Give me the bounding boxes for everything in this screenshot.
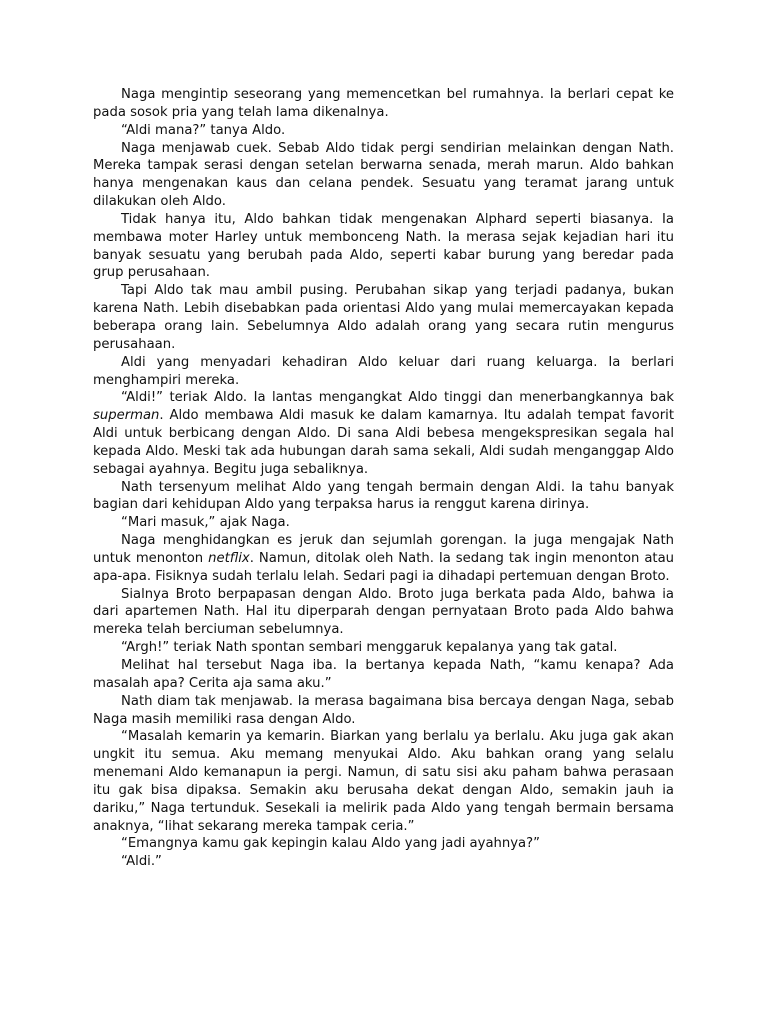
text-run: . Aldo membawa Aldi masuk ke dalam kamarnya. Itu adalah tempat favorit Aldi untuk berbicang dengan Aldo. Di sana Aldi bebesa mengekspresikan segala hal kepada Aldo. Meski tak ada hubungan darah sama sekali, Aldi sudah menganggap Aldo sebagai ayahnya. Begitu juga sebaliknya. (93, 408, 674, 477)
text-run: Sialnya Broto berpapasan dengan Aldo. Broto juga berkata pada Aldo, bahwa ia dari apartemen Nath. Hal itu diperparah dengan pernyataan Broto pada Aldo bahwa mereka telah berciuman sebelumnya. (93, 586, 674, 638)
text-run: “Argh!” teriak Nath spontan sembari menggaruk kepalanya yang tak gatal. (121, 640, 618, 656)
paragraph (93, 657, 674, 693)
paragraph (93, 122, 674, 140)
paragraph (93, 282, 674, 353)
text-run: Melihat hal tersebut Naga iba. Ia bertanya kepada Nath, “kamu kenapa? Ada masalah apa? Cerita aja sama aku.” (93, 658, 674, 691)
paragraph (93, 211, 674, 282)
paragraph (93, 532, 674, 586)
paragraph (93, 853, 674, 871)
text-run: “Mari masuk,” ajak Naga. (121, 515, 290, 531)
text-run: “Aldi!” teriak Aldo. Ia lantas mengangkat Aldo tinggi dan menerbangkannya bak (121, 390, 674, 406)
text-run: Nath tersenyum melihat Aldo yang tengah bermain dengan Aldi. Ia tahu banyak bagian dari kehidupan Aldo yang terpaksa harus ia renggut karena dirinya. (93, 479, 674, 513)
paragraph (93, 514, 674, 532)
text-run: Tapi Aldo tak mau ambil pusing. Perubahan sikap yang terjadi padanya, bukan karena Nath. Lebih disebabkan pada orientasi Aldo yang mulai memercayakan kepada beberapa orang lain. Sebelumnya Aldo adalah orang yang secara rutin mengurus perusahaan. (93, 283, 674, 352)
paragraph (93, 693, 674, 729)
italic-text: netflix (208, 550, 250, 566)
text-run: Tidak hanya itu, Aldo bahkan tidak mengenakan Alphard seperti biasanya. Ia membawa moter Harley untuk membonceng Nath. Ia merasa sejak kejadian hari itu banyak sesuatu yang berubah pada Aldo, seperti kabar burung yang beredar pada grup perusahaan. (93, 211, 674, 281)
text-run: “Aldi mana?” tanya Aldo. (121, 122, 286, 138)
paragraph (93, 354, 674, 390)
paragraph (93, 86, 674, 122)
paragraph (93, 389, 674, 478)
paragraph (93, 586, 674, 640)
text-run: Naga mengintip seseorang yang memencetkan bel rumahnya. Ia berlari cepat ke pada sosok pria yang telah lama dikenalnya. (93, 87, 674, 120)
italic-text: superman (93, 408, 160, 424)
paragraph (93, 479, 674, 515)
text-run: “Masalah kemarin ya kemarin. Biarkan yang berlalu ya berlalu. Aku juga gak akan ungkit itu semua. Aku memang menyukai Aldo. Aku bahkan orang yang selalu menemani Aldo kemanapun ia pergi. Namun, di satu sisi aku paham bahwa perasaan itu gak bisa dipaksa. Semakin aku berusaha dekat dengan Aldo, semakin jauh ia dariku,” Naga tertunduk. Sesekali ia melirik pada Aldo yang tengah bermain bersama anaknya, “lihat sekarang mereka tampak ceria.” (93, 729, 674, 834)
paragraph (93, 140, 674, 211)
text-run: “Emangnya kamu gak kepingin kalau Aldo yang jadi ayahnya?” (121, 836, 540, 852)
text-run: Naga menghidangkan es jeruk dan sejumlah gorengan. Ia juga mengajak Nath untuk menonton (93, 533, 674, 566)
text-run: Nath diam tak menjawab. Ia merasa bagaimana bisa bercaya dengan Naga, sebab Naga masih memiliki rasa dengan Aldo. (93, 693, 674, 727)
text-run: Aldi yang menyadari kehadiran Aldo keluar dari ruang keluarga. Ia berlari menghampiri mereka. (93, 354, 674, 388)
paragraph (93, 639, 674, 657)
paragraph (93, 835, 674, 853)
document-page (93, 86, 674, 871)
text-run: “Aldi.” (121, 854, 162, 870)
text-run: . Namun, ditolak oleh Nath. Ia sedang tak ingin menonton atau apa-apa. Fisiknya sudah terlalu lelah. Sedari pagi ia dihadapi pertemuan dengan Broto. (93, 550, 675, 584)
paragraph (93, 728, 674, 835)
text-run: Naga menjawab cuek. Sebab Aldo tidak pergi sendirian melainkan dengan Nath. Mereka tampak serasi dengan setelan berwarna senada, merah marun. Aldo bahkan hanya mengenakan kaus dan celana pendek. Sesuatu yang teramat jarang untuk dilakukan oleh Aldo. (93, 140, 674, 210)
